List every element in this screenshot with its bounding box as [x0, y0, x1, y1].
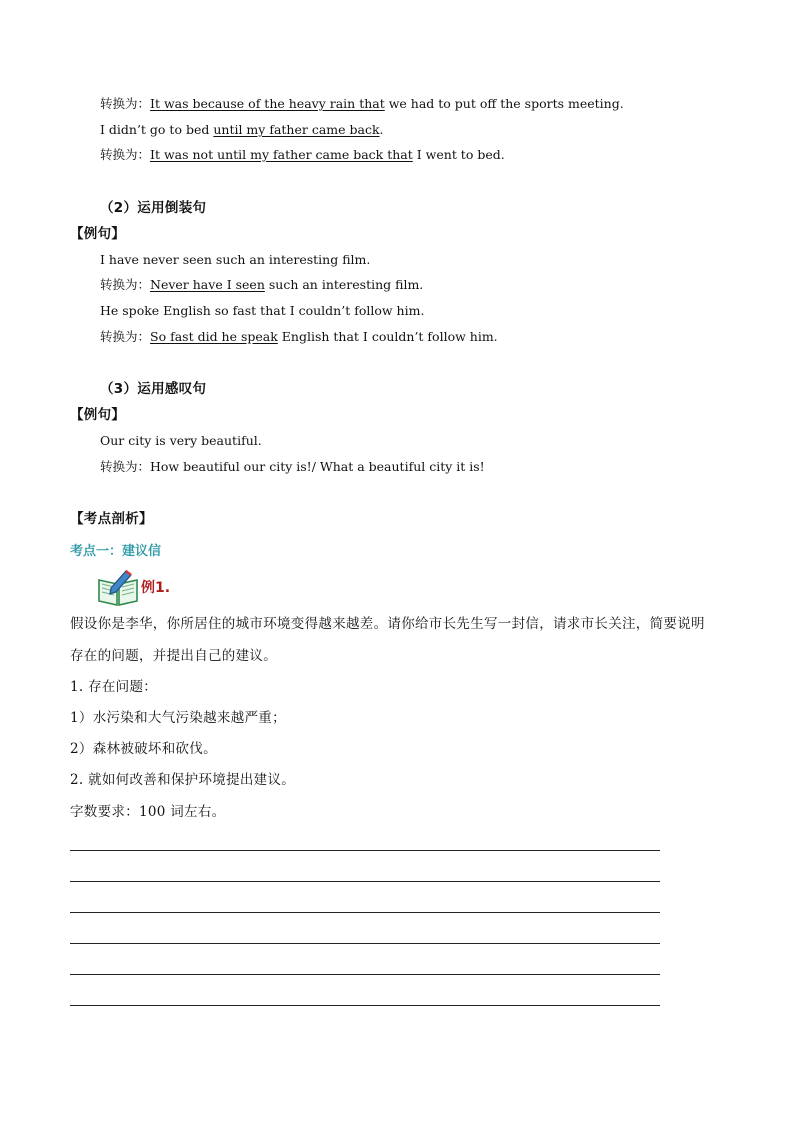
underlined-phrase: Never have I seen: [150, 277, 265, 292]
transform-label: 转换为：: [100, 277, 151, 292]
task-subitem-1: 1）水污染和大气污染越来越严重；: [70, 710, 286, 726]
answer-line[interactable]: [70, 850, 660, 851]
transform-line-2: [100, 147, 505, 163]
underlined-phrase: It was because of the heavy rain that: [150, 96, 385, 111]
example-sentence: I have never seen such an interesting film.: [100, 252, 371, 267]
sentence-rest: such an interesting film.: [264, 277, 424, 292]
task-subitem-2: 2）森林被破坏和砍伐。: [70, 741, 217, 757]
sentence-rest: we had to put off the sports meeting.: [384, 96, 624, 111]
transform-label: 转换为：: [100, 96, 151, 111]
section-heading-inversion: （2）运用倒装句: [100, 200, 207, 216]
answer-line[interactable]: [70, 881, 660, 882]
book-pencil-icon: [96, 568, 140, 608]
sentence-rest: English that I couldn’t follow him.: [277, 329, 498, 344]
sentence-start: I didn’t go to bed: [100, 122, 214, 137]
section-heading-exclamation: （3）运用感叹句: [100, 381, 207, 397]
task-item-1: 1. 存在问题：: [70, 679, 158, 695]
answer-line[interactable]: [70, 1005, 660, 1006]
answer-line[interactable]: [70, 943, 660, 944]
exam-point-title: 考点一：建议信: [70, 544, 162, 559]
transform-line: 转换为：How beautiful our city is!/ What a beautiful city it is!: [100, 459, 485, 474]
answer-line[interactable]: [70, 974, 660, 975]
transform-line-1: [100, 96, 624, 112]
example-label: 【例句】: [70, 226, 126, 242]
transform-line: [100, 277, 423, 293]
transform-line: [100, 329, 498, 345]
transform-label: 转换为：: [100, 329, 151, 344]
example-label: 【例句】: [70, 407, 126, 423]
task-paragraph-line-2: 存在的问题，并提出自己的建议。: [70, 648, 277, 664]
example-number: 例1.: [141, 580, 171, 596]
task-paragraph-line-1: 假设你是李华，你所居住的城市环境变得越来越差。请你给市长先生写一封信，请求市长关注，简要说明: [70, 616, 705, 632]
example-sentence-2: [100, 122, 384, 138]
example-sentence: Our city is very beautiful.: [100, 433, 262, 448]
analysis-heading: 【考点剖析】: [70, 511, 153, 527]
sentence-rest: I went to bed.: [412, 147, 505, 162]
transform-label: 转换为：: [100, 147, 151, 162]
sentence-end: .: [379, 122, 384, 137]
underlined-phrase: It was not until my father came back that: [150, 147, 413, 162]
answer-line[interactable]: [70, 912, 660, 913]
underlined-phrase: So fast did he speak: [150, 329, 278, 344]
task-item-2: 2. 就如何改善和保护环境提出建议。: [70, 772, 296, 788]
underlined-phrase: until my father came back: [213, 122, 380, 137]
word-count-requirement: 字数要求：100 词左右。: [70, 804, 226, 820]
example-sentence: He spoke English so fast that I couldn’t follow him.: [100, 303, 425, 318]
